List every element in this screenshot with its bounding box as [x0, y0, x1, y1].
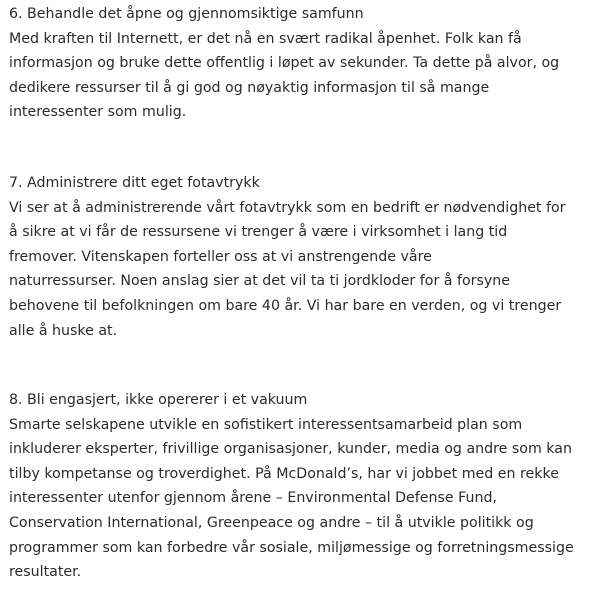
paragraph-line: interessenter som mulig. — [9, 104, 187, 121]
paragraph-line: informasjon og bruke dette offentlig i løpet av sekunder. Ta dette på alvor, og — [9, 55, 560, 72]
paragraph-line: Vi ser at å administrerende vårt fotavtrykk som en bedrift er nødvendighet for — [9, 199, 566, 216]
paragraph-line: Smarte selskapene utvikle en sofistikert interessentsamarbeid plan som — [9, 416, 523, 433]
paragraph-line: programmer som kan forbedre vår sosiale, miljømessige og forretningsmessige — [9, 539, 574, 556]
paragraph-line: resultater. — [9, 564, 82, 581]
paragraph-line: dedikere ressurser til å gi god og nøyaktig informasjon til så mange — [9, 79, 490, 96]
paragraph-line: Conservation International, Greenpeace og andre – til å utvikle politikk og — [9, 514, 534, 531]
paragraph-line: naturressurser. Noen anslag sier at det vil ta ti jordkloder for å forsyne — [9, 273, 511, 290]
paragraph-line: fremover. Vitenskapen forteller oss at vi anstrengende våre — [9, 248, 432, 265]
paragraph-line: å sikre at vi får de ressursene vi trenger å være i virksomhet i lang tid — [9, 224, 508, 241]
paragraph-line: interessenter utenfor gjennom årene – Environmental Defense Fund, — [9, 490, 497, 507]
section-heading: 7. Administrere ditt eget fotavtrykk — [9, 175, 260, 191]
section-7 — [9, 171, 566, 343]
paragraph-line: tilby kompetanse og troverdighet. På McDonald’s, har vi jobbet med en rekke — [9, 465, 559, 482]
section-8 — [9, 388, 574, 585]
paragraph-line: Med kraften til Internett, er det nå en svært radikal åpenhet. Folk kan få — [9, 30, 522, 47]
paragraph-line: behovene til befolkningen om bare 40 år. Vi har bare en verden, og vi trenger — [9, 297, 562, 314]
paragraph-line: alle å huske at. — [9, 322, 118, 339]
section-heading: 6. Behandle det åpne og gjennomsiktige samfunn — [9, 6, 364, 22]
section-6 — [9, 2, 559, 125]
section-heading: 8. Bli engasjert, ikke opererer i et vakuum — [9, 392, 308, 408]
paragraph-line: inkluderer eksperter, frivillige organisasjoner, kunder, media og andre som kan — [9, 441, 572, 458]
